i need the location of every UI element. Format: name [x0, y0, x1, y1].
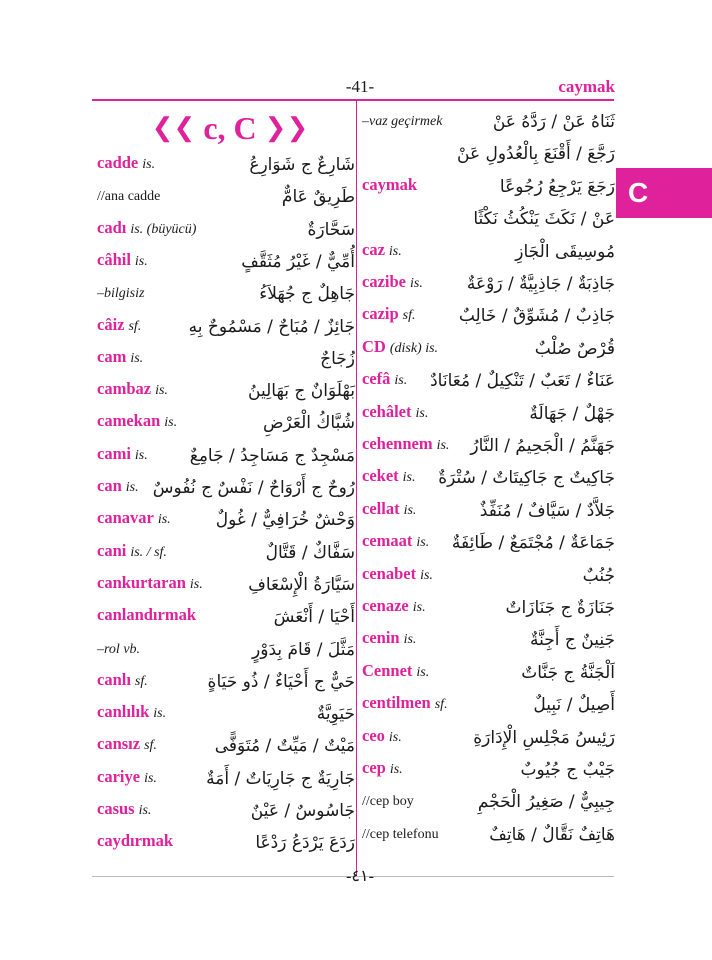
headword: caz: [362, 239, 385, 259]
grammar-note: sf.: [128, 318, 142, 334]
headword: cadde: [97, 153, 139, 172]
grammar-note: is.: [412, 600, 426, 615]
entry-term: [97, 250, 148, 270]
headword: cambaz: [97, 379, 152, 399]
dictionary-entry: [362, 753, 615, 783]
entry-term: [97, 767, 157, 787]
arabic-translation: جَاذِبَةٌ / جَاذِبِيَّةٌ / رَوْعَةٌ: [466, 274, 615, 294]
arabic-translation: مَيْتٌ / مَيِّتٌ / مُتَوَفًّى: [214, 736, 355, 757]
headword: ceo: [362, 725, 385, 745]
grammar-note: (disk) is.: [389, 340, 439, 356]
arabic-translation: جَنِينٌ ج أَجِنَّةٌ: [530, 630, 615, 651]
headword: camekan: [97, 411, 161, 431]
headword: canlı: [97, 669, 131, 689]
grammar-note: is.: [125, 480, 139, 495]
arabic-translation: أَصِيلٌ / نَبِيلٌ: [533, 695, 615, 716]
letter-header: [150, 106, 310, 150]
entry-term: [362, 564, 433, 584]
entry-term: [362, 693, 448, 713]
dictionary-entry: [362, 494, 615, 524]
dictionary-entry: [362, 170, 615, 200]
dictionary-entry: [97, 568, 355, 598]
grammar-note: is.: [189, 576, 203, 592]
entry-term: [362, 272, 423, 292]
arabic-translation: جَهْلٌ / جَهَالَةٌ: [529, 403, 615, 424]
dictionary-entry: [97, 213, 355, 243]
dictionary-entry: [97, 503, 355, 533]
entry-term: [362, 337, 438, 357]
entry-term: [97, 573, 203, 593]
dictionary-entry: [362, 364, 615, 394]
entry-term: [97, 444, 148, 464]
headword: caymak: [362, 174, 417, 194]
arabic-translation: وَحْشٌ خُرَافِيٌّ / غُولٌ: [215, 510, 355, 531]
column-divider: [356, 101, 357, 876]
entry-term: [97, 153, 155, 173]
headword: cani: [97, 540, 127, 560]
grammar-note: sf.: [134, 673, 148, 689]
dictionary-entry: [362, 591, 615, 621]
grammar-note: is.: [416, 535, 430, 551]
arabic-translation: بَهْلَوَانٌ ج بَهَالِينُ: [248, 381, 355, 402]
entry-term: [97, 605, 196, 625]
grammar-note: is. / sf.: [130, 544, 167, 560]
arabic-translation: مَثَّلَ / قَامَ بِدَوْرٍ: [252, 639, 355, 660]
entry-term: [97, 218, 196, 238]
sub-entry: //cep boy: [362, 794, 414, 810]
dictionary-entry: [362, 397, 615, 427]
grammar-note: is.: [420, 567, 433, 583]
dictionary-entry: [97, 794, 355, 824]
dictionary-entry: [97, 471, 355, 501]
headword: ceket: [362, 466, 399, 486]
dictionary-entry: [97, 665, 355, 695]
dictionary-entry: [97, 374, 355, 404]
grammar-note: is.: [409, 276, 423, 291]
entry-term: [362, 792, 414, 810]
entry-term: [97, 476, 139, 496]
entry-term: [97, 670, 148, 690]
dictionary-entry: [97, 406, 355, 436]
dictionary-entry: [97, 277, 355, 307]
arabic-translation: سَيَّارَةُ الْإِسْعَافِ: [248, 574, 355, 595]
arabic-translation: رَجَعَ يَرْجِعُ رُجُوعًا: [499, 176, 615, 197]
dictionary-entry: [362, 785, 615, 815]
grammar-note: is.: [130, 350, 144, 366]
grammar-note: is.: [402, 470, 416, 486]
dictionary-entry: [362, 461, 615, 491]
dictionary-entry: [362, 332, 615, 362]
entry-term: [97, 541, 167, 561]
arabic-translation: طَرِيقٌ عَامٌّ: [281, 187, 355, 208]
arabic-translation: عَنْ / نَكَثَ يَنْكُثُ نَكْثًا: [473, 209, 615, 230]
grammar-note: is.: [144, 770, 157, 786]
entry-term: [362, 240, 402, 260]
ornament-right-icon: ❯❯: [264, 113, 309, 142]
dictionary-entry: [362, 818, 615, 848]
grammar-note: is.: [153, 706, 167, 722]
arabic-translation: قُرْصٌ صُلْبٌ: [534, 338, 615, 359]
entry-term: [97, 640, 140, 658]
thumb-tab: C: [616, 168, 712, 218]
headword: cansız: [97, 734, 141, 754]
headword: cenabet: [362, 563, 417, 583]
entry-term: [362, 434, 449, 454]
arabic-translation: جَمَاعَةٌ / مُجْتَمَعٌ / طَائِفَةٌ: [451, 533, 615, 554]
arabic-translation: جَهَنَّمُ / الْجَحِيمُ / النَّارُ: [470, 436, 615, 456]
arabic-translation: رَئِيسُ مَجْلِسِ الْإِدَارَةِ: [473, 727, 615, 748]
headword: cam: [97, 346, 127, 366]
arabic-translation: جِيبِيٌّ / صَغِيرُ الْحَجْمِ: [477, 792, 615, 813]
headword: centilmen: [362, 693, 431, 713]
arabic-translation: عَنَاءٌ / تَعَبٌ / تَنْكِيلٌ / مُعَانَادٌ: [430, 371, 615, 392]
headword: canavar: [97, 508, 154, 528]
grammar-note: is.: [164, 415, 178, 431]
grammar-note: is.: [389, 762, 403, 777]
entry-term: [362, 726, 402, 746]
grammar-note: –vaz geçirmek: [362, 114, 443, 129]
grammar-note: is.: [403, 502, 417, 518]
dictionary-entry: [362, 656, 615, 686]
arabic-translation: ثَنَاهُ عَنْ / رَدَّهُ عَنْ: [492, 112, 615, 132]
dictionary-entry: [362, 429, 615, 459]
dictionary-entry: [97, 762, 355, 792]
entry-term: [362, 628, 416, 648]
headword: Cennet: [362, 660, 413, 680]
grammar-note: is.: [415, 405, 429, 421]
grammar-note: –rol vb.: [97, 641, 141, 657]
arabic-translation: شُبَّاكُ الْعَرْضِ: [262, 413, 355, 434]
grammar-note: is.: [155, 383, 168, 399]
entry-term: [362, 661, 429, 681]
grammar-note: is. (büyücü): [130, 221, 197, 237]
page-number-bottom: -٤١-: [346, 868, 374, 885]
headword: cankurtaran: [97, 572, 186, 592]
entry-term: [362, 112, 442, 130]
arabic-translation: جَاكِيتٌ ج جَاكِيتَاتٌ / سُتْرَةٌ: [438, 468, 615, 489]
arabic-translation: رَجَّعَ / أَقْنَعَ بِالْعُدُولِ عَنْ: [457, 144, 615, 165]
dictionary-entry: [362, 526, 615, 556]
dictionary-entry: [97, 310, 355, 340]
arabic-translation: شَارِعٌ ج شَوَارِعُ: [249, 155, 355, 175]
arabic-translation: سَحَّارَةٌ: [307, 219, 355, 240]
entry-term: [362, 304, 416, 324]
dictionary-entry: [97, 600, 355, 630]
arabic-translation: جَيْبٌ ج جُيُوبٌ: [520, 760, 615, 780]
arabic-translation: مَسْجِدٌ ج مَسَاجِدُ / جَامِعٌ: [189, 445, 355, 466]
headword: câhil: [97, 249, 131, 269]
headword: cenin: [362, 628, 400, 648]
entry-term: [97, 187, 160, 205]
grammar-note: is.: [436, 438, 450, 453]
dictionary-entry: [362, 559, 615, 589]
headword: cazibe: [362, 272, 406, 291]
grammar-note: is.: [157, 512, 171, 528]
entry-term: [97, 379, 168, 399]
dictionary-entry: [362, 235, 615, 265]
entry-term: [97, 347, 143, 367]
grammar-note: is.: [416, 664, 430, 680]
entry-term: [97, 315, 141, 335]
dictionary-entry: [97, 245, 355, 275]
arabic-translation: أَحْيَا / أَنْعَشَ: [273, 607, 355, 628]
arabic-translation: جَاهِلٌ ج جُهَلاَءُ: [259, 284, 355, 305]
grammar-note: is.: [403, 632, 417, 648]
arabic-translation: جُنُبٌ: [582, 565, 615, 586]
arabic-translation: جَاذِبٌ / مُشَوِّقٌ / خَالِبٌ: [458, 306, 615, 327]
entry-term: [97, 411, 177, 431]
dictionary-entry: [97, 148, 355, 178]
dictionary-entry: [97, 697, 355, 727]
entry-term: [362, 369, 407, 389]
grammar-note: sf.: [402, 308, 416, 324]
arabic-translation: سَفَّاكٌ / قَتَّالٌ: [265, 542, 355, 563]
entry-term: [362, 596, 426, 616]
entry-term: [362, 531, 429, 551]
arabic-translation: حَيٌّ ج أَحْيَاءٌ / ذُو حَيَاةٍ: [207, 671, 355, 692]
headword: cellat: [362, 498, 400, 518]
headword: câiz: [97, 314, 125, 334]
arabic-translation: حَيَوِيَّةٌ: [316, 704, 355, 725]
ornament-left-icon: ❮❮: [151, 113, 196, 142]
arabic-translation: جَارِيَةٌ ج جَارِيَاتٌ / أَمَةٌ: [206, 768, 355, 789]
grammar-note: is.: [394, 373, 408, 389]
arabic-translation: جَائِزٌ / مُبَاحٌ / مَسْمُوحٌ بِهِ: [188, 316, 355, 337]
dictionary-entry: [97, 342, 355, 372]
headword: cehâlet: [362, 401, 412, 421]
arabic-translation: زُجَاجٌ: [320, 348, 355, 369]
dictionary-entry: [362, 137, 615, 167]
dictionary-entry: [97, 633, 355, 663]
headword: cami: [97, 443, 131, 463]
dictionary-entry: [97, 826, 355, 856]
dictionary-entry: [362, 202, 615, 232]
arabic-translation: جَاسُوسٌ / عَيْنٌ: [250, 801, 355, 821]
headword: cazip: [362, 304, 399, 324]
grammar-note: is.: [388, 729, 402, 745]
grammar-note: is.: [142, 157, 156, 172]
grammar-note: –bilgisiz: [97, 286, 145, 302]
dictionary-entry: [362, 721, 615, 751]
dictionary-entry: [97, 180, 355, 210]
entry-term: [97, 831, 173, 851]
arabic-translation: مُوسِيقَى الْجَازِ: [515, 241, 615, 262]
headword: caydırmak: [97, 831, 174, 851]
dictionary-entry: [362, 299, 615, 329]
headword: cefâ: [362, 369, 391, 389]
entry-term: [97, 799, 151, 819]
grammar-note: sf.: [144, 738, 157, 754]
entry-term: [362, 402, 428, 422]
arabic-translation: أُمِّيٌّ / غَيْرُ مُثَقَّفٍ: [241, 251, 355, 272]
headword: cep: [362, 758, 386, 777]
entry-term: [362, 758, 403, 778]
entry-term: [362, 466, 416, 486]
headword: canlılık: [97, 702, 150, 722]
arabic-translation: جَنَازَةٌ ج جَنَازَاتٌ: [505, 598, 615, 618]
headword: cadı: [97, 217, 127, 237]
entry-term: [97, 284, 144, 302]
dictionary-entry: [97, 439, 355, 469]
headword: cehennem: [362, 434, 433, 453]
page-number-top: -41-: [345, 77, 375, 96]
arabic-translation: رُوحٌ ج أَرْوَاحٌ / نَفْسٌ ج نُفُوسٌ: [152, 478, 355, 498]
headword: CD: [362, 336, 386, 356]
grammar-note: is.: [134, 253, 148, 269]
headword: canlandırmak: [97, 605, 197, 625]
top-rule: [92, 99, 614, 101]
arabic-translation: جَلاَّدٌ / سَيَّافٌ / مُنَفِّذٌ: [479, 500, 615, 521]
arabic-translation: رَدَعَ يَرْدَعُ رَدْعًا: [255, 833, 355, 854]
letter-title: c, C: [203, 109, 257, 146]
sub-entry: //ana cadde: [97, 189, 161, 205]
entry-term: [362, 499, 416, 519]
dictionary-entry: [362, 623, 615, 653]
sub-entry: //cep telefonu: [362, 826, 439, 842]
grammar-note: is.: [388, 243, 402, 259]
entry-term: [97, 702, 166, 722]
grammar-note: sf.: [434, 697, 448, 713]
entry-term: [97, 734, 157, 754]
guide-word: caymak: [558, 77, 615, 96]
arabic-translation: اَلْجَنَّةُ ج جَنَّاتٌ: [521, 662, 615, 683]
entry-term: [362, 825, 439, 843]
dictionary-entry: [362, 688, 615, 718]
entry-term: [97, 508, 171, 528]
headword: cariye: [97, 766, 141, 786]
headword: casus: [97, 799, 135, 818]
entry-term: [362, 175, 417, 195]
dictionary-entry: [97, 536, 355, 566]
dictionary-entry: [362, 267, 615, 297]
headword: can: [97, 476, 122, 495]
headword: cemaat: [362, 531, 413, 551]
grammar-note: is.: [138, 803, 152, 818]
dictionary-entry: [362, 105, 615, 135]
grammar-note: is.: [134, 447, 148, 463]
headword: cenaze: [362, 596, 409, 615]
arabic-translation: هَاتِفٌ نَقَّالٌ / هَاتِفٌ: [489, 824, 615, 845]
dictionary-entry: [97, 729, 355, 759]
